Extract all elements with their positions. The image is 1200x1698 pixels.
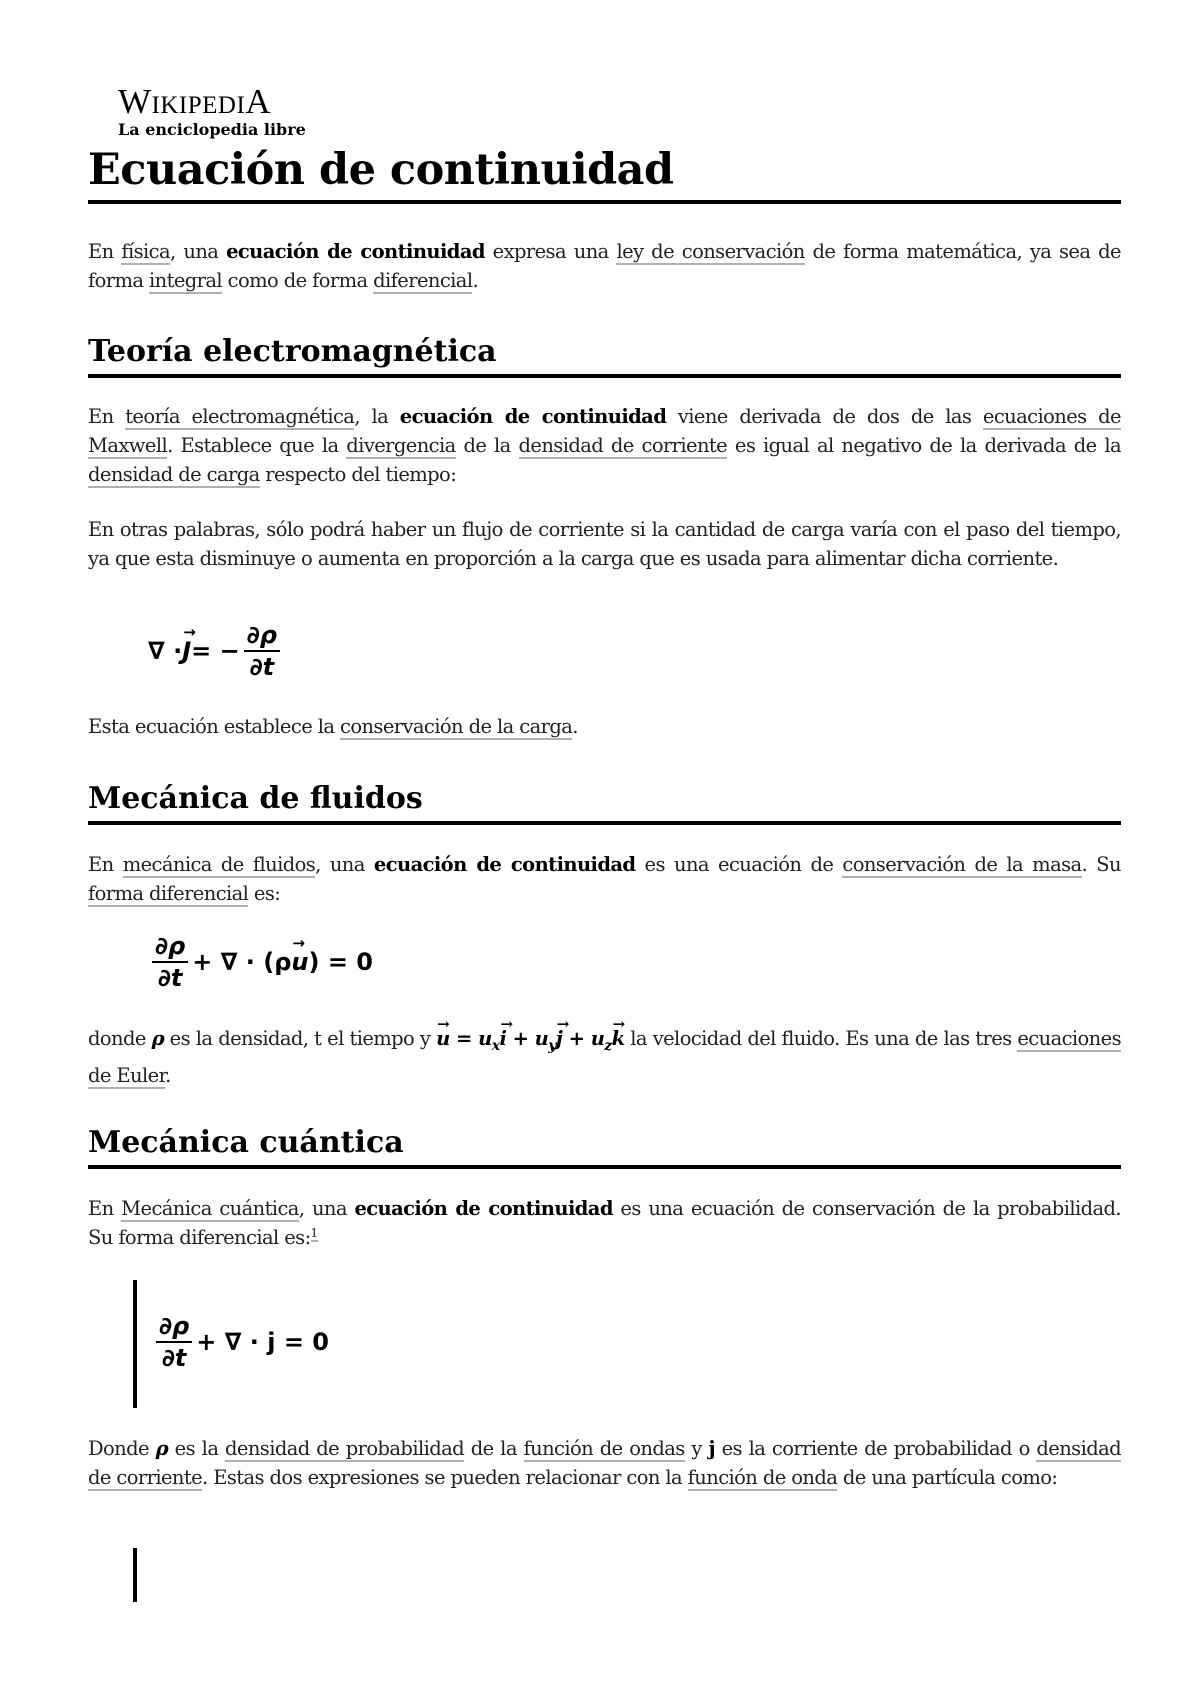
formula-bar xyxy=(133,1280,137,1408)
formula-bar-2 xyxy=(133,1548,137,1602)
intro-paragraph: En física, una ecuación de continuidad expresa una ley de conservación de forma matemática, ya sea de forma integral como de forma diferencial. xyxy=(88,240,1121,292)
sec2-paragraph-1: En mecánica de fluidos, una ecuación de continuidad es una ecuación de conservación de la masa. Su forma diferencial es: xyxy=(88,853,1121,905)
sec3-paragraph-2: Donde ρ es la densidad de probabilidad de la función de ondas y j es la corriente de probabilidad o densidad de corriente. Estas dos expresiones se pueden relacionar con la función de onda de una partícula como: xyxy=(88,1437,1122,1489)
link-mecanica-de-fluidos[interactable]: mecánica de fluidos xyxy=(122,853,316,876)
link-integral[interactable]: integral xyxy=(149,269,223,292)
link-densidad-de-corriente-2[interactable]: densidad de corriente xyxy=(88,1437,1122,1489)
link-densidad-de-carga[interactable]: densidad de carga xyxy=(88,463,260,486)
sec3-paragraph-1: En Mecánica cuántica, una ecuación de continuidad es una ecuación de conservación de la probabilidad. Su forma diferencial es:$^1$ xyxy=(88,1197,1121,1249)
sec1-paragraph-3: Esta ecuación establece la conservación de la carga. xyxy=(88,715,578,738)
formula-mass-continuity: $\frac{\partial\rho}{\partial t}$ + ∇ · (ρ → u ) = 0 xyxy=(148,932,373,991)
link-funcion-de-onda[interactable]: función de onda xyxy=(687,1466,838,1489)
link-densidad-de-corriente[interactable]: densidad de corriente xyxy=(518,434,728,457)
heading-teoria-electromagnetica: Teoría electromagnética xyxy=(88,330,1121,378)
link-ecuaciones-de-euler[interactable]: ecuaciones de Euler xyxy=(88,1027,1121,1087)
sec1-paragraph-2: En otras palabras, sólo podrá haber un flujo de corriente si la cantidad de carga varía con el paso del tiempo, ya que esta disminuye o aumenta en proporción a la carga que es usada para alimentar dicha corriente. xyxy=(88,518,1121,570)
link-funcion-de-ondas[interactable]: función de ondas xyxy=(523,1437,685,1460)
link-teoria-electromagnetica[interactable]: teoría electromagnética xyxy=(125,405,355,428)
wikipedia-logo[interactable] xyxy=(118,84,306,139)
link-forma-diferencial[interactable]: forma diferencial xyxy=(88,882,249,905)
link-densidad-de-probabilidad[interactable]: densidad de probabilidad xyxy=(225,1437,465,1460)
link-mecanica-cuantica[interactable]: Mecánica cuántica xyxy=(121,1197,299,1220)
sec2-paragraph-2: donde ρ es la densidad, t el tiempo $y \to u = u_x\to i + u_y\to j + u_z\to k$ la velocidad del fluido. Es una de las tres ecuaciones de Euler. xyxy=(88,1024,1121,1090)
link-diferencial[interactable]: diferencial xyxy=(373,269,473,292)
page-title: Ecuación de continuidad xyxy=(88,140,1121,204)
heading-mecanica-de-fluidos: Mecánica de fluidos xyxy=(88,777,1121,825)
wikipedia-tagline: La enciclopedia libre xyxy=(118,120,306,139)
formula-probability-continuity: $\frac{\partial\rho}{\partial t}$ + ∇ · j = 0 xyxy=(152,1312,329,1371)
link-divergencia[interactable]: divergencia xyxy=(346,434,456,457)
formula-charge-continuity: ∇ · → J = − $\frac{\partial\rho}{\partial t}$ xyxy=(148,622,284,680)
sec1-paragraph-1: En teoría electromagnética, la ecuación de continuidad viene derivada de dos de las ecuaciones de Maxwell. Establece que la divergencia de la densidad de corriente es igual al negativo de la derivada de la densidad de carga respecto del tiempo: xyxy=(88,405,1122,486)
link-fisica[interactable]: física xyxy=(121,240,171,263)
link-conservacion-de-la-masa[interactable]: conservación de la masa xyxy=(842,853,1082,876)
link-ecuaciones-de-maxwell[interactable]: ecuaciones de Maxwell xyxy=(88,405,1121,457)
wikipedia-wordmark: WIKIPEDIA xyxy=(118,82,272,121)
link-ley-de-conservacion[interactable]: ley de conservación xyxy=(616,240,805,263)
heading-mecanica-cuantica: Mecánica cuántica xyxy=(88,1121,1121,1169)
reference-1[interactable]: 1 xyxy=(310,1225,318,1240)
link-conservacion-de-la-carga[interactable]: conservación de la carga xyxy=(340,715,573,738)
